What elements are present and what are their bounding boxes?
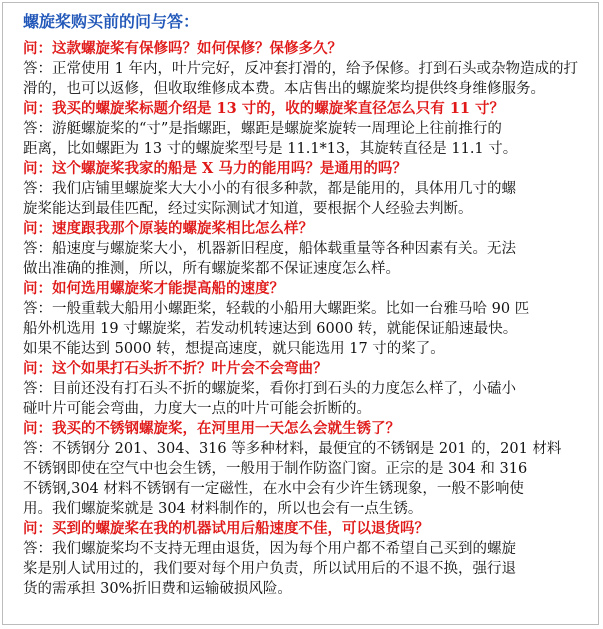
qa-item [23,159,595,219]
answer-line: 用。我们螺旋桨就是 304 材料制作的，所以也会有一点生锈。 [23,501,423,517]
answer [23,59,595,99]
answer [23,299,595,359]
answer-line: 答：我们螺旋桨均不支持无理由退货，因为每个用户都不希望自己买到的螺旋 [23,541,516,557]
answer [23,239,595,279]
question: 问：这个如果打石头折不折？叶片会不会弯曲？ [23,360,328,377]
answer-line: 答：正常使用 1 年内，叶片完好，反冲套打滑的，给予保修。打到石头或杂物造成的打 [23,61,578,77]
answer-line: 答：我们店铺里螺旋桨大大小小的有很多种款，都是能用的，具体用几寸的螺 [23,181,516,197]
answer-line: 滑的，也可以返修，但收取维修成本费。本店售出的螺旋桨均提供终身维修服务。 [23,81,545,97]
answer [23,439,595,519]
answer-line: 不锈钢,304 材料不锈钢有一定磁性，在水中会有少许生锈现象，一般不影响使 [23,481,524,497]
qa-item [23,99,595,159]
qa-item [23,219,595,279]
answer [23,179,595,219]
answer-line: 桨是别人试用过的，我们要对每个用户负责，所以试用后的不退不换，强行退 [23,561,516,577]
question: 问：速度跟我那个原装的螺旋桨相比怎么样？ [23,220,313,237]
answer-line: 如果不能达到 5000 转，想提高速度，就只能选用 17 寸的桨了。 [23,341,445,357]
qa-item [23,519,595,599]
answer-line: 船外机选用 19 寸螺旋桨，若发动机转速达到 6000 转，就能保证船速最快。 [23,321,518,337]
qa-item [23,359,595,419]
answer-line: 货的需承担 30%折旧费和运输破损风险。 [23,581,292,597]
answer-line: 答：船速度与螺旋桨大小，机器新旧程度，船体载重量等各种因素有关。无法 [23,241,516,257]
question: 问：如何选用螺旋桨才能提高船的速度？ [23,280,284,297]
answer-line: 答：目前还没有打石头不折的螺旋桨，看你打到石头的力度怎么样了，小磕小 [23,381,516,397]
document-frame [2,2,599,625]
question: 问：这个螺旋桨我家的船是 X 马力的能用吗？是通用的吗？ [23,160,407,177]
question: 问：这款螺旋桨有保修吗？如何保修？保修多久？ [23,40,342,57]
answer-line: 答：不锈钢分 201、304、316 等多种材料，最便宜的不锈钢是 201 的，201 材料 [23,441,562,457]
page-title: 螺旋桨购买前的问与答： [23,12,200,31]
qa-item [23,419,595,519]
answer [23,539,595,599]
answer-line: 旋桨能达到最佳匹配，经过实际测试才知道，要根据个人经验去判断。 [23,201,473,217]
question: 问：买到的螺旋桨在我的机器试用后船速度不佳，可以退货吗？ [23,520,429,537]
answer-line: 距离，比如螺距为 13 寸的螺旋桨型号是 11.1*13，其旋转直径是 11.1 寸。 [23,141,518,157]
qa-item [23,279,595,359]
answer-line: 答：游艇螺旋桨的“寸”是指螺距，螺距是螺旋桨旋转一周理论上往前推行的 [23,121,502,137]
answer-line: 答：一般重载大船用小螺距桨，轻载的小船用大螺距桨。比如一台雅马哈 90 匹 [23,301,530,317]
answer-line: 做出准确的推测，所以，所有螺旋桨都不保证速度怎么样。 [23,261,400,277]
answer [23,379,595,419]
question: 问：我买的螺旋桨标题介绍是 13 寸的，收的螺旋桨直径怎么只有 11 寸？ [23,100,505,117]
qa-list [23,39,595,599]
answer [23,119,595,159]
answer-line: 碰叶片可能会弯曲，力度大一点的叶片可能会折断的。 [23,401,371,417]
qa-item [23,39,595,99]
answer-line: 不锈钢即使在空气中也会生锈，一般用于制作防盗门窗。正宗的是 304 和 316 [23,461,528,477]
question: 问：我买的不锈钢螺旋桨，在河里用一天怎么会就生锈了？ [23,420,400,437]
